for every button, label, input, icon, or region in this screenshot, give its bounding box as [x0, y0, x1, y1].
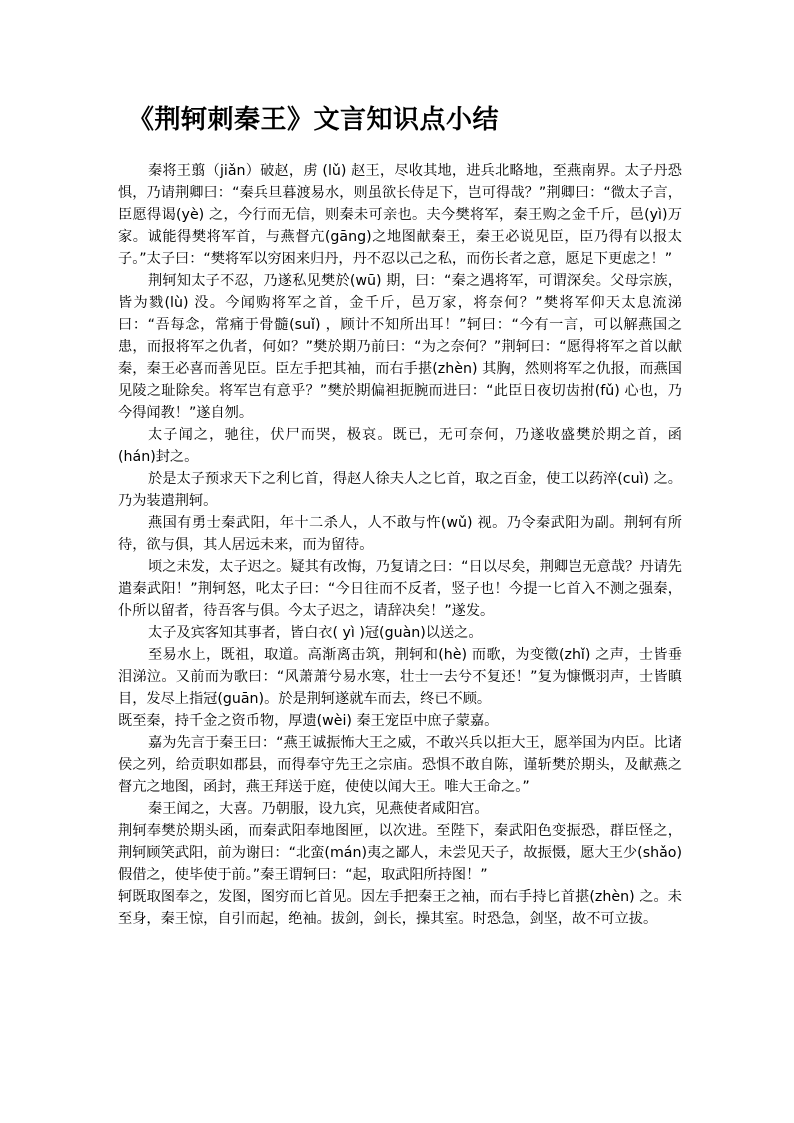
paragraph: 顷之未发，太子迟之。疑其有改悔，乃复请之曰：“日以尽矣，荆卿岂无意哉？丹请先遣秦武阳！”荆轲怒，叱太子曰：“今日往而不反者，竖子也！今提一匕首入不测之强秦，仆所以留者，待吾客与俱。今太子迟之，请辞决矣！”遂发。: [118, 559, 682, 619]
paragraph: 荆轲知太子不忍，乃遂私见樊於(wū) 期，曰：“秦之遇将军，可谓深矣。父母宗族，皆为戮(lù) 没。今闻购将军之首，金千斤，邑万家，将奈何？”樊将军仰天太息流涕曰：“吾每念，常痛于骨髓(suǐ) ，顾计不知所出耳！”轲曰：“今有一言，可以解燕国之患，而报将军之仇者，何如？”樊於期乃前曰：“为之奈何？”荆轲曰：“愿得将军之首以献秦，秦王必喜而善见臣。臣左手把其袖，而右手揕(zhèn) 其胸，然则将军之仇报，而燕国见陵之耻除矣。将军岂有意乎？”樊於期偏袒扼腕而进曰：“此臣日夜切齿拊(fǔ) 心也，乃今得闻教！”遂自刎。: [118, 273, 682, 421]
paragraph: 轲既取图奉之，发图，图穷而匕首见。因左手把秦王之袖，而右手持匕首揕(zhèn) 之。未至身，秦王惊，自引而起，绝袖。拔剑，剑长，操其室。时恐急，剑坚，故不可立拔。: [118, 889, 682, 927]
paragraph: 秦将王翦（jiǎn）破赵，虏 (lǔ) 赵王，尽收其地，进兵北略地，至燕南界。太子丹恐惧，乃请荆卿曰：“秦兵旦暮渡易水，则虽欲长侍足下，岂可得哉？”荆卿曰：“微太子言，臣愿得谒(yè) 之，今行而无信，则秦未可亲也。夫今樊将军，秦王购之金千斤，邑(yì)万家。诚能得樊将军首，与燕督亢(gāng)之地图献秦王，秦王必说见臣，臣乃得有以报太子。”太子曰：“樊将军以穷困来归丹，丹不忍以己之私，而伤长者之意，愿足下更虑之！”: [118, 163, 682, 267]
document-body: [118, 160, 682, 930]
paragraph: 至易水上，既祖，取道。高渐离击筑，荆轲和(hè) 而歌，为变徵(zhǐ) 之声，士皆垂泪涕泣。又前而为歌曰：“风萧萧兮易水寒，壮士一去兮不复还！”复为慷慨羽声，士皆瞋目，发尽上指冠(guān)。於是荆轲遂就车而去，终已不顾。: [118, 647, 682, 707]
paragraph: 秦王闻之，大喜。乃朝服，设九宾，见燕使者咸阳宫。: [148, 801, 489, 817]
paragraph: 既至秦，持千金之资币物，厚遗(wèi) 秦王宠臣中庶子蒙嘉。: [118, 713, 499, 729]
paragraph: 太子闻之，驰往，伏尸而哭，极哀。既已，无可奈何，乃遂收盛樊於期之首，函(hán)封之。: [118, 427, 682, 465]
document-title: 《荆轲刺秦王》文言知识点小结: [128, 105, 500, 135]
paragraph: 荆轲奉樊於期头函，而秦武阳奉地图匣，以次进。至陛下，秦武阳色变振恐，群臣怪之，荆轲顾笑武阳，前为谢曰：“北蛮(mán)夷之鄙人，未尝见天子，故振慑，愿大王少(shǎo)假借之，使毕使于前。”秦王谓轲曰：“起，取武阳所持图！”: [118, 823, 682, 883]
paragraph: 太子及宾客知其事者，皆白衣( yì )冠(guàn)以送之。: [148, 625, 483, 641]
paragraph: 嘉为先言于秦王曰：“燕王诚振怖大王之威，不敢兴兵以拒大王，愿举国为内臣。比诸侯之列，给贡职如郡县，而得奉守先王之宗庙。恐惧不敢自陈，谨斩樊於期头，及献燕之督亢之地图，函封，燕王拜送于庭，使使以闻大王。唯大王命之。”: [118, 735, 682, 795]
paragraph: 於是太子预求天下之利匕首，得赵人徐夫人之匕首，取之百金，使工以药淬(cuì) 之。乃为装遣荆轲。: [118, 471, 682, 509]
paragraph: 燕国有勇士秦武阳，年十二杀人，人不敢与忤(wǔ) 视。乃令秦武阳为副。荆轲有所待，欲与俱，其人居远未来，而为留待。: [118, 515, 682, 553]
